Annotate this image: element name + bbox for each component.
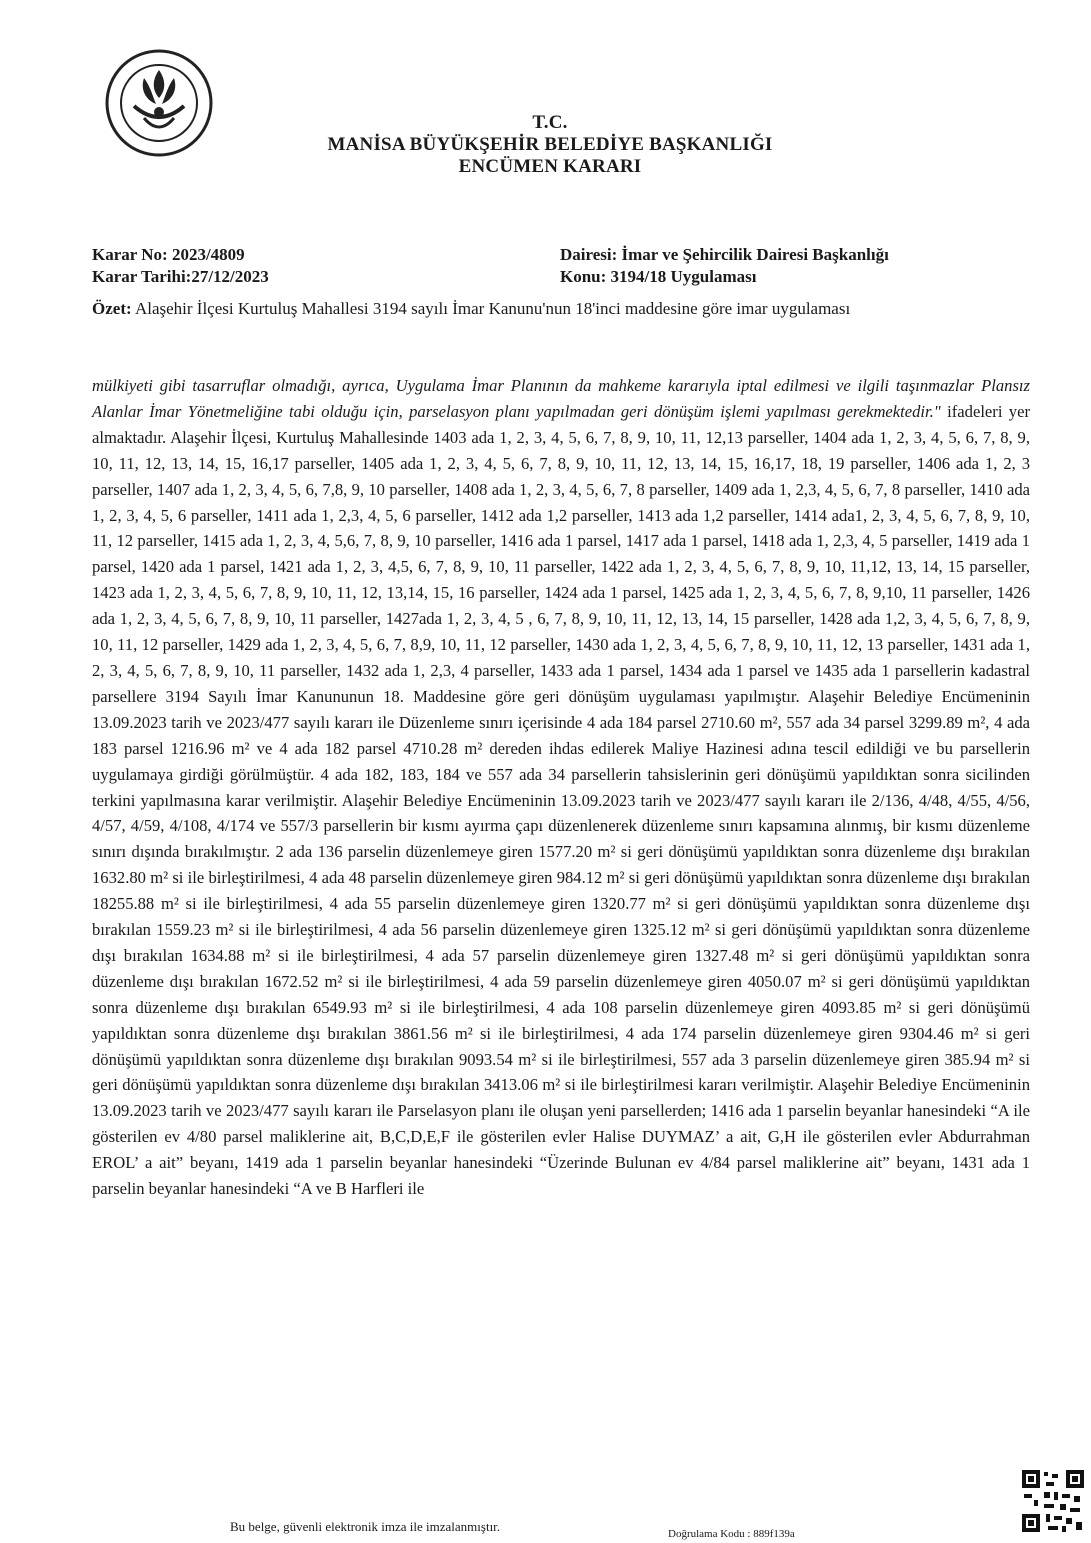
subject: Konu: 3194/18 Uygulaması xyxy=(560,267,757,286)
body-paragraph: ifadeleri yer almaktadır. Alaşehir İlçesi, Kurtuluş Mahallesinde 1403 ada 1, 2, 3, 4, 5, 6, 7, 8, 9, 10, 11, 12,13 parseller, 1404 ada 1, 2, 3, 4, 5, 6, 7, 8, 9, 10, 11, 12, 13, 14, 15, 16,17 parseller, 1405 ada 1, 2, 3, 4, 5, 6, 7, 8, 9, 10, 11, 12, 13, 14, 15, 16,17, 18, 19 parseller, 1406 ada 1, 2, 3 parseller, 1407 ada 1, 2, 3, 4, 5, 6, 7,8, 9, 10 parseller, 1408 ada 1, 2, 3, 4, 5, 6, 7, 8 parseller, 1409 ada 1, 2,3, 4, 5, 6, 7, 8 parseller, 1410 ada 1, 2, 3, 4, 5, 6 parseller, 1411 ada 1, 2,3, 4, 5, 6 parseller, 1412 ada 1,2 parseller, 1413 ada 1,2 parseller, 1414 ada1, 2, 3, 4, 5, 6, 7, 8, 9, 10, 11, 12 parseller, 1415 ada 1, 2, 3, 4, 5,6, 7, 8, 9, 10 parseller, 1416 ada 1 parsel, 1417 ada 1 parsel, 1418 ada 1, 2,3, 4, 5 parseller, 1419 ada 1 parsel, 1420 ada 1 parsel, 1421 ada 1, 2, 3, 4,5, 6, 7, 8, 9, 10, 11 parseller, 1422 ada 1, 2, 3, 4, 5, 6, 7, 8, 9, 10, 11,12, 13, 14, 15 parseller, 1423 ada 1, 2, 3, 4, 5, 6, 7, 8, 9, 10, 11, 12, 13,14, 15, 16 parseller, 1424 ada 1 parsel, 1425 ada 1, 2, 3, 4, 5, 6, 7, 8, 9,10, 11 parseller, 1426 ada 1, 2, 3, 4, 5, 6, 7, 8, 9, 10, 11 parseller, 1427ada 1, 2, 3, 4, 5 , 6, 7, 8, 9, 10, 11, 12, 13, 14, 15 parseller, 1428 ada 1,2, 3, 4, 5, 6, 7, 8, 9, 10, 11, 12 parseller, 1429 ada 1, 2, 3, 4, 5, 6, 7, 8,9, 10, 11, 12 parseller, 1430 ada 1, 2, 3, 4, 5, 6, 7, 8, 9, 10, 11, 12, 13 parseller, 1431 ada 1, 2, 3, 4, 5, 6, 7, 8, 9, 10, 11 parseller, 1432 ada 1, 2,3, 4 parseller, 1433 ada 1 parsel, 1434 ada 1 parsel ve 1435 ada 1 parsellerin kadastral parsellere 3194 Sayılı İmar Kanununun 18. Maddesine göre geri dönüşüm uygulaması yapılmıştır. Alaşehir Belediye Encümeninin 13.09.2023 tarih ve 2023/477 sayılı kararı ile Düzenleme sınırı içerisinde 4 ada 184 parsel 2710.60 m², 557 ada 34 parsel 3299.89 m², 4 ada 183 parsel 1216.96 m² ve 4 ada 182 parsel 4710.28 m² dereden ihdas edilerek Maliye Hazinesi adına tescil edildiği ve bu parsellerin uygulamaya girdiği görülmüştür. 4 ada 182, 183, 184 ve 557 ada 34 parsellerin tahsislerinin geri dönüşümü yapıldıktan sonra sicilinden terkini yapılmasına karar verilmiştir. Alaşehir Belediye Encümeninin 13.09.2023 tarih ve 2023/477 sayılı kararı ile 2/136, 4/48, 4/55, 4/56, 4/57, 4/59, 4/108, 4/174 ve 557/3 parsellerin bir kısmı ayırma çapı düzenlenerek düzenleme sınırı kapsamına alınmış, bir kısmı düzenleme sınırı dışında bırakılmıştır. 2 ada 136 parselin düzenlemeye giren 1577.20 m² si geri dönüşümü yapıldıktan sonra düzenleme dışı bırakılan 1632.80 m² si ile birleştirilmesi, 4 ada 48 parselin düzenlemeye giren 984.12 m² si geri dönüşümü yapıldıktan sonra düzenleme dışı bırakılan 18255.88 m² si ile birleştirilmesi, 4 ada 55 parselin düzenlemeye giren 1320.77 m² si geri dönüşümü yapıldıktan sonra düzenleme dışı bırakılan 1559.23 m² si ile birleştirilmesi, 4 ada 56 parselin düzenlemeye giren 1325.12 m² si geri dönüşümü yapıldıktan sonra düzenleme dışı bırakılan 1634.88 m² si ile birleştirilmesi, 4 ada 57 parselin düzenlemeye giren 1327.48 m² si geri dönüşümü yapıldıktan sonra düzenleme dışı bırakılan 1672.52 m² si ile birleştirilmesi, 4 ada 59 parselin düzenlemeye giren 4050.07 m² si geri dönüşümü yapıldıktan sonra düzenleme dışı bırakılan 6549.93 m² si ile birleştirilmesi, 4 ada 108 parselin düzenlemeye giren 4093.85 m² si geri dönüşümü yapıldıktan sonra düzenleme dışı bırakılan 3861.56 m² si ile birleştirilmesi, 4 ada 174 parselin düzenlemeye giren 9304.46 m² si geri dönüşümü yapıldıktan sonra düzenleme dışı bırakılan 9093.54 m² si ile birleştirilmesi, 557 ada 3 parselin düzenlemeye giren 385.94 m² si geri dönüşümü yapıldıktan sonra düzenleme dışı bırakılan 3413.06 m² si ile birleştirilmesi kararı verilmiştir. Alaşehir Belediye Encümeninin 13.09.2023 tarih ve 2023/477 sayılı kararı ile Parselasyon planı ile oluşan yeni parsellerden; 1416 ada 1 parselin beyanlar hanesindeki “A ile gösterilen ev 4/80 parsel maliklerine ait, B,C,D,E,F ile gösterilen evler Halise DUYMAZ’ a ait, G,H ile gösterilen evler Abdurrahman EROL’ a ait” beyanı, 1419 ada 1 parselin beyanlar hanesindeki “Üzerinde Bulunan ev 4/84 parsel maliklerine ait” beyanı, 1431 ada 1 parselin beyanlar hanesindeki “A ve B Harfleri ile xyxy=(92,401,1030,1199)
body-text xyxy=(92,373,1030,1202)
summary-text: Alaşehir İlçesi Kurtuluş Mahallesi 3194 sayılı İmar Kanunu'nun 18'inci maddesine göre imar uygulaması xyxy=(131,299,851,318)
municipality-seal-logo xyxy=(104,48,214,158)
summary xyxy=(92,297,992,321)
body-italic-quote: mülkiyeti gibi tasarruflar olmadığı, ayrıca, Uygulama İmar Planının da mahkeme kararıyla iptal edilmesi ve ilgili taşınmazlar Plansız Alanlar İmar Yönetmeliğine tabi olduğu için, parselasyon planı yapılmadan geri dönüşüm işlemi yapılması gerekmektedir." xyxy=(92,376,1030,421)
verification-code: Doğrulama Kodu : 889f139a xyxy=(668,1528,795,1540)
qr-code-icon xyxy=(1020,1468,1086,1534)
department: Dairesi: İmar ve Şehircilik Dairesi Başkanlığı xyxy=(560,245,889,264)
decision-date: Karar Tarihi:27/12/2023 xyxy=(92,267,269,286)
header-institution: MANİSA BÜYÜKŞEHİR BELEDİYE BAŞKANLIĞI xyxy=(327,134,773,155)
summary-label: Özet: xyxy=(92,299,132,318)
decision-number: Karar No: 2023/4809 xyxy=(92,245,245,264)
document-header xyxy=(200,112,900,178)
header-title: ENCÜMEN KARARI xyxy=(458,156,642,177)
esign-note: Bu belge, güvenli elektronik imza ile imzalanmıştır. xyxy=(230,1519,501,1534)
header-tc: T.C. xyxy=(532,112,568,133)
